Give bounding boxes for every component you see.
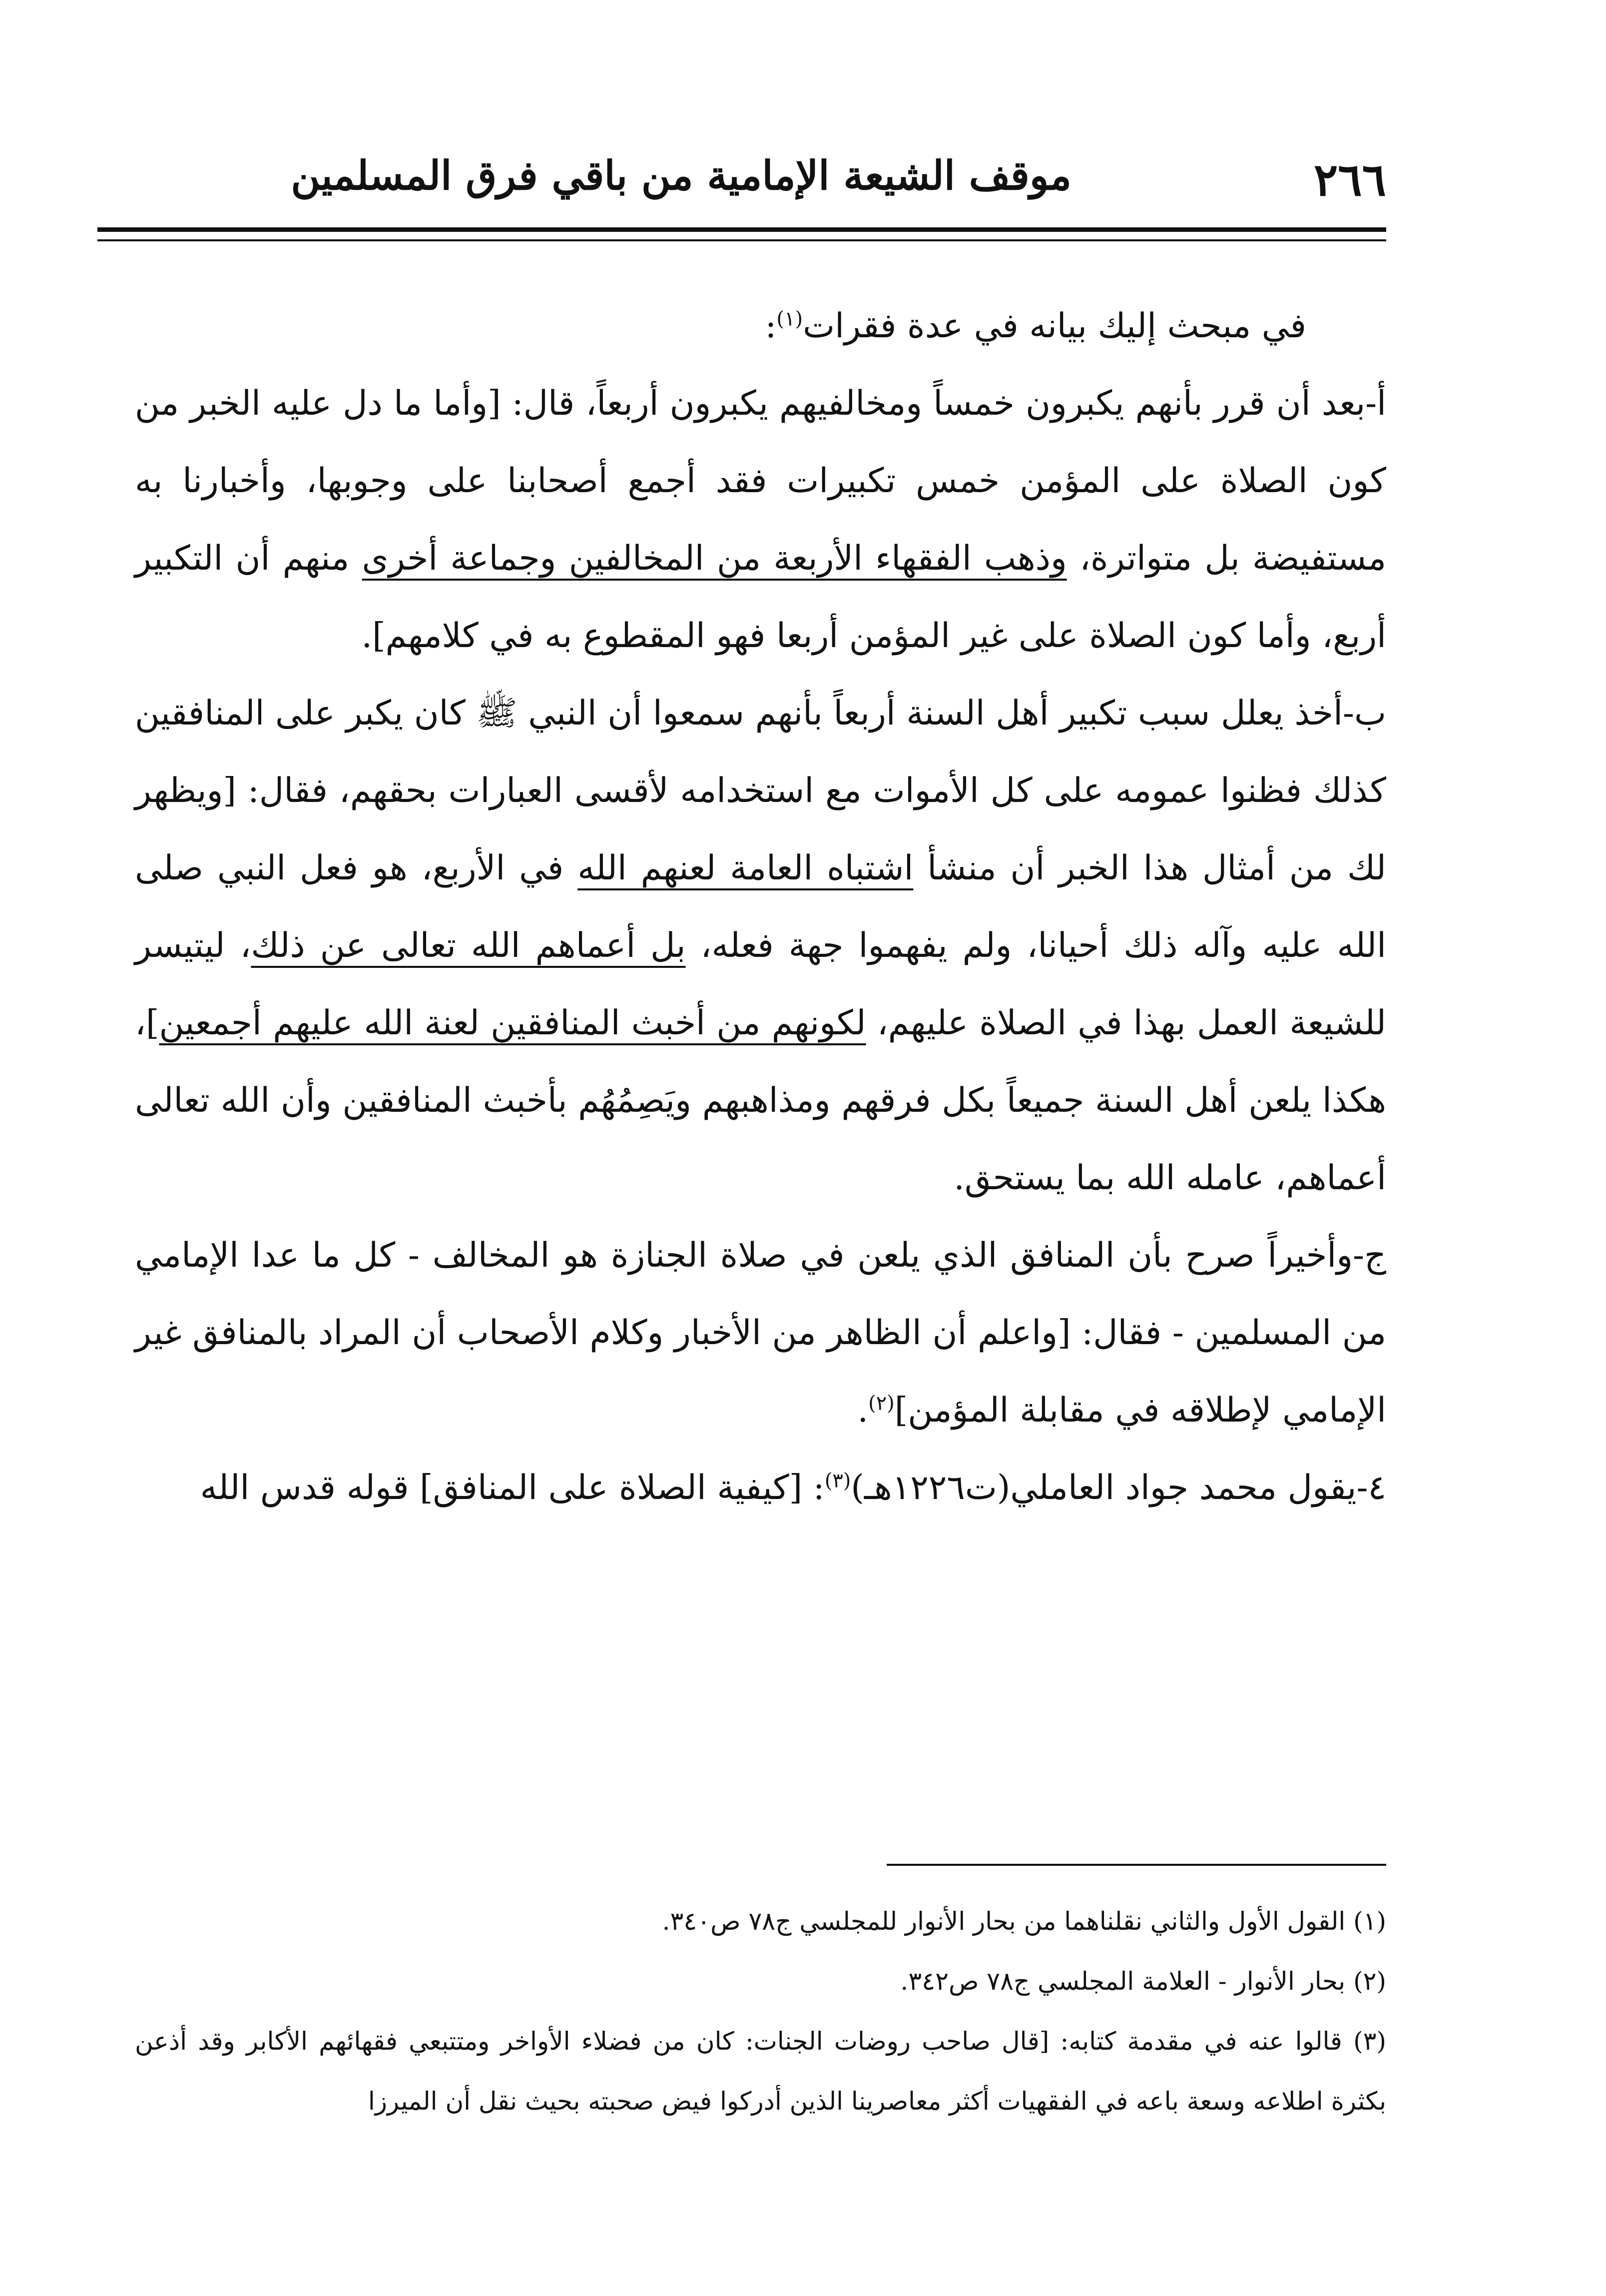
running-title: موقف الشيعة الإمامية من باقي فرق المسلمين (291, 152, 1071, 199)
intro-paragraph (135, 287, 1386, 365)
item-4-marker: ٤- (1356, 1468, 1386, 1508)
header-rule-thin (97, 239, 1386, 241)
header-rule-thick (97, 227, 1386, 232)
footnote-separator (887, 1864, 1386, 1866)
footnote-2: (٢) بحار الأنوار - العلامة المجلسي ج٧٨ ص٣٤٢. (900, 1967, 1386, 1996)
item-a (135, 365, 1386, 675)
footnote-ref-2[interactable]: (٢) (868, 1392, 895, 1415)
item-4-text-1: يقول محمد جواد العاملي(ت١٢٢٦هـ) (851, 1468, 1357, 1508)
item-c-marker: ج- (1353, 1236, 1386, 1275)
item-a-underlined-1: وذهب الفقهاء الأربعة من المخالفين وجماعة أخرى (362, 539, 1067, 578)
intro-tail: : (765, 306, 777, 346)
item-a-text-2: منهم أن التكبير أربع، وأما كون الصلاة على غير المؤمن أربعا فهو المقطوع به في كلامهم]. (135, 539, 1386, 656)
item-c (135, 1217, 1386, 1449)
item-c-tail: . (857, 1391, 869, 1430)
item-b-text-3: ، ليتيسر للشيعة العمل بهذا في الصلاة عليهم، (135, 926, 1386, 1043)
item-a-marker: أ- (1365, 384, 1386, 423)
footnote-3: (٣) قالوا عنه في مقدمة كتابه: [قال صاحب روضات الجنات: كان من فضلاء الأواخر ومتتبعي فقهائهم الأكابر وقد أذعن بكثرة اطلاعه وسعة باعه في الفقهيات أكثر معاصرينا الذين أدركوا فيض صحبته بحيث نقل أن الميرزا (135, 2027, 1386, 2116)
item-b-underlined-3: لكونهم من أخبث المنافقين لعنة الله عليهم أجمعين (159, 1003, 866, 1043)
item-b-text-1: أخذ يعلل سبب تكبير أهل السنة أربعاً بأنهم سمعوا أن النبي ﷺ كان يكبر على المنافقين كذلك فظنوا عمومه على كل الأموات مع استخدامه لأقسى العبارات بحقهم، فقال: [ويظهر لك من أمثال هذا الخبر أن منشأ (135, 694, 1386, 888)
item-4-text-2: : [كيفية الصلاة على المنافق] قوله قدس الله (200, 1468, 825, 1508)
page-header (97, 142, 1386, 212)
main-text (135, 287, 1386, 1527)
footnotes (135, 1891, 1386, 2131)
item-a-text-1: بعد أن قرر بأنهم يكبرون خمساً ومخالفيهم يكبرون أربعاً، قال: [وأما ما دل عليه الخبر من كون الصلاة على المؤمن خمس تكبيرات فقد أجمع أصحابنا على وجوبها، وأخبارنا به مستفيضة بل متواترة، (135, 384, 1386, 578)
footnote-ref-3[interactable]: (٣) (824, 1469, 851, 1493)
footnote-1: (١) القول الأول والثاني نقلناهما من بحار الأنوار للمجلسي ج٧٨ ص٣٤٠. (662, 1907, 1386, 1936)
item-b-underlined-1: اشتباه العامة لعنهم الله (577, 848, 914, 888)
item-b-underlined-2: بل أعماهم الله تعالى عن ذلك (251, 926, 686, 965)
item-c-text-1: وأخيراً صرح بأن المنافق الذي يلعن في صلاة الجنازة هو المخالف - كل ما عدا الإمامي من المسلمين - فقال: [واعلم أن الظاهر من الأخبار وكلام الأصحاب أن المراد بالمنافق غير الإمامي لإطلاقه في مقابلة المؤمن] (135, 1236, 1386, 1430)
item-b-text-4: ]، هكذا يلعن أهل السنة جميعاً بكل فرقهم ومذاهبهم ويَصِمُهُم بأخبث المنافقين وأن الله تعالى أعماهم، عامله الله بما يستحق. (135, 1003, 1386, 1198)
intro-text: في مبحث إليك بيانه في عدة فقرات (803, 306, 1306, 346)
page-number: ٢٦٦ (1313, 153, 1386, 206)
item-4 (135, 1449, 1386, 1527)
item-b (135, 675, 1386, 1217)
item-b-text-2: في الأربع، هو فعل النبي صلى الله عليه وآله ذلك أحيانا، ولم يفهموا جهة فعله، (135, 848, 1386, 965)
item-b-marker: ب- (1343, 694, 1386, 733)
footnote-ref-1[interactable]: (١) (776, 307, 803, 331)
